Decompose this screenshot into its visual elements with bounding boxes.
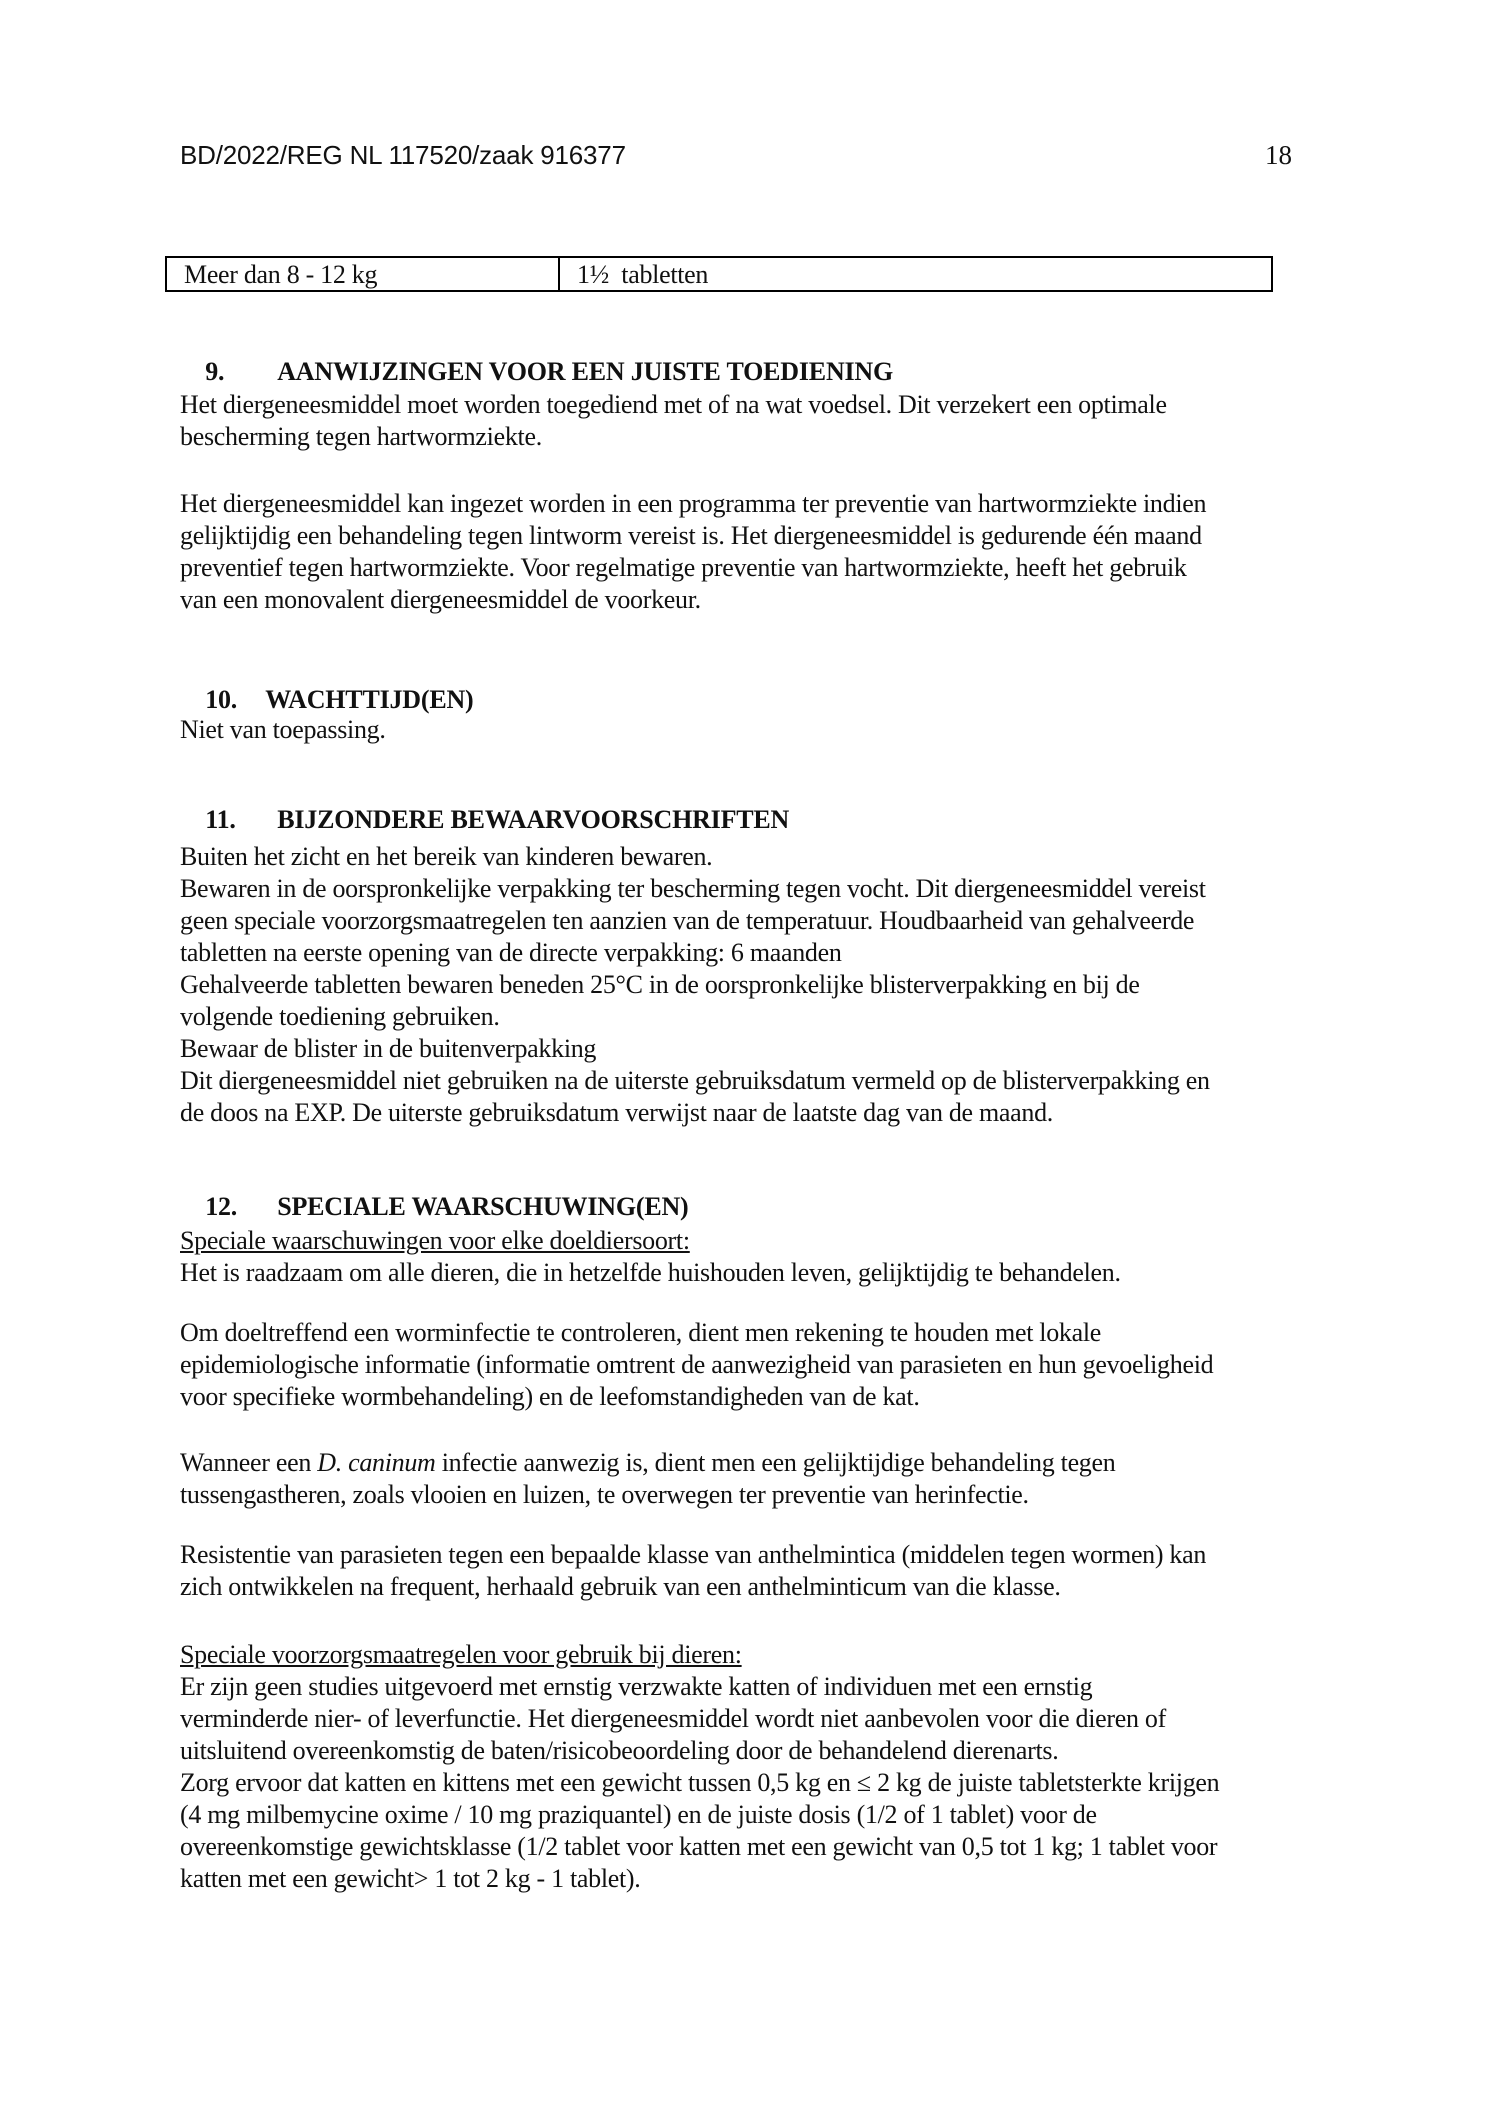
text-line: Om doeltreffend een worminfectie te controleren, dient men rekening te houden met lokale xyxy=(180,1318,1102,1347)
text-line: geen speciale voorzorgsmaatregelen ten aanzien van de temperatuur. Houdbaarheid van gehalveerde xyxy=(180,906,1195,935)
text-line: de doos na EXP. De uiterste gebruiksdatum verwijst naar de laatste dag van de maand. xyxy=(180,1098,1053,1127)
text-line: epidemiologische informatie (informatie omtrent de aanwezigheid van parasieten en hun gevoeligheid xyxy=(180,1350,1214,1379)
text-line: preventief tegen hartwormziekte. Voor regelmatige preventie van hartwormziekte, heeft het gebruik xyxy=(180,553,1187,582)
section-11-title: BIJZONDERE BEWAARVOORSCHRIFTEN xyxy=(277,805,790,834)
section-12-paragraph-b xyxy=(180,1447,1115,1511)
text-line: voor specifieke wormbehandeling) en de leefomstandigheden van de kat. xyxy=(180,1382,920,1411)
dose-table-weight-cell: Meer dan 8 - 12 kg xyxy=(167,258,560,290)
text-segment: Wanneer een xyxy=(180,1448,318,1477)
text-line: gelijktijdig een behandeling tegen lintworm vereist is. Het diergeneesmiddel is gedurende één maand xyxy=(180,521,1202,550)
section-9-paragraph-1 xyxy=(180,389,1167,453)
section-12-subsection-precautions xyxy=(180,1639,1219,1895)
section-11-paragraph xyxy=(180,841,1210,1129)
text-line: katten met een gewicht> 1 tot 2 kg - 1 tablet). xyxy=(180,1864,641,1893)
section-12-title: SPECIALE WAARSCHUWING(EN) xyxy=(277,1192,689,1221)
text-line: Bewaar de blister in de buitenverpakking xyxy=(180,1034,597,1063)
text-line: tabletten na eerste opening van de directe verpakking: 6 maanden xyxy=(180,938,842,967)
text-line: Resistentie van parasieten tegen een bepaalde klasse van anthelmintica (middelen tegen wormen) kan xyxy=(180,1540,1207,1569)
subsection-heading: Speciale voorzorgsmaatregelen voor gebruik bij dieren: xyxy=(180,1640,742,1669)
text-line: (4 mg milbemycine oxime / 10 mg praziquantel) en de juiste dosis (1/2 of 1 tablet) voor de xyxy=(180,1800,1097,1829)
dose-table xyxy=(165,256,1273,292)
text-line xyxy=(180,1447,1115,1479)
text-line: volgende toediening gebruiken. xyxy=(180,1002,500,1031)
page-number: 18 xyxy=(1265,140,1292,170)
section-9-title: AANWIJZINGEN VOOR EEN JUISTE TOEDIENING xyxy=(277,357,894,386)
page-header xyxy=(180,140,1292,171)
section-9-paragraph-2 xyxy=(180,488,1206,616)
section-12-subsection-target-species xyxy=(180,1225,1121,1289)
text-segment: infectie aanwezig is, dient men een gelijktijdige behandeling tegen xyxy=(435,1448,1116,1477)
section-10-paragraph xyxy=(180,714,386,746)
text-line: tussengastheren, zoals vlooien en luizen, te overwegen ter preventie van herinfectie. xyxy=(180,1480,1029,1509)
text-line: Het is raadzaam om alle dieren, die in hetzelfde huishouden leven, gelijktijdig te behandelen. xyxy=(180,1258,1121,1287)
text-line: Buiten het zicht en het bereik van kinderen bewaren. xyxy=(180,842,713,871)
section-9-number: 9. xyxy=(205,357,225,386)
dose-table-dose-cell: 1½ tabletten xyxy=(577,260,709,289)
text-line: zich ontwikkelen na frequent, herhaald gebruik van een anthelminticum van die klasse. xyxy=(180,1572,1061,1601)
text-line: Bewaren in de oorspronkelijke verpakking ter bescherming tegen vocht. Dit diergeneesmiddel vereist xyxy=(180,874,1206,903)
text-line: Gehalveerde tabletten bewaren beneden 25°C in de oorspronkelijke blisterverpakking en bij de xyxy=(180,970,1140,999)
text-line: Niet van toepassing. xyxy=(180,715,386,744)
text-line: Zorg ervoor dat katten en kittens met een gewicht tussen 0,5 kg en ≤ 2 kg de juiste tabletsterkte krijgen xyxy=(180,1768,1220,1797)
text-line: uitsluitend overeenkomstig de baten/risicobeoordeling door de behandelend dierenarts. xyxy=(180,1736,1059,1765)
section-11-number: 11. xyxy=(205,805,236,834)
section-12-number: 12. xyxy=(205,1192,238,1221)
species-name-italic: D. caninum xyxy=(317,1448,436,1477)
text-line: bescherming tegen hartwormziekte. xyxy=(180,422,542,451)
text-line: Het diergeneesmiddel kan ingezet worden in een programma ter preventie van hartwormziekte indien xyxy=(180,489,1207,518)
section-10-title: WACHTTIJD(EN) xyxy=(265,685,474,714)
document-reference: BD/2022/REG NL 117520/zaak 916377 xyxy=(180,140,626,170)
text-line: Dit diergeneesmiddel niet gebruiken na de uiterste gebruiksdatum vermeld op de blisterverpakking en xyxy=(180,1066,1210,1095)
text-line: van een monovalent diergeneesmiddel de voorkeur. xyxy=(180,585,701,614)
section-12-paragraph-c xyxy=(180,1539,1206,1603)
section-10-number: 10. xyxy=(205,685,238,714)
text-line: verminderde nier- of leverfunctie. Het diergeneesmiddel wordt niet aanbevolen voor die dieren of xyxy=(180,1704,1166,1733)
subsection-heading: Speciale waarschuwingen voor elke doeldiersoort: xyxy=(180,1226,690,1255)
section-12-paragraph-a xyxy=(180,1317,1213,1413)
text-line: overeenkomstige gewichtsklasse (1/2 tablet voor katten met een gewicht van 0,5 tot 1 kg; 1 tablet voor xyxy=(180,1832,1218,1861)
text-line: Er zijn geen studies uitgevoerd met ernstig verzwakte katten of individuen met een ernstig xyxy=(180,1672,1093,1701)
text-line: Het diergeneesmiddel moet worden toegediend met of na wat voedsel. Dit verzekert een optimale xyxy=(180,390,1167,419)
